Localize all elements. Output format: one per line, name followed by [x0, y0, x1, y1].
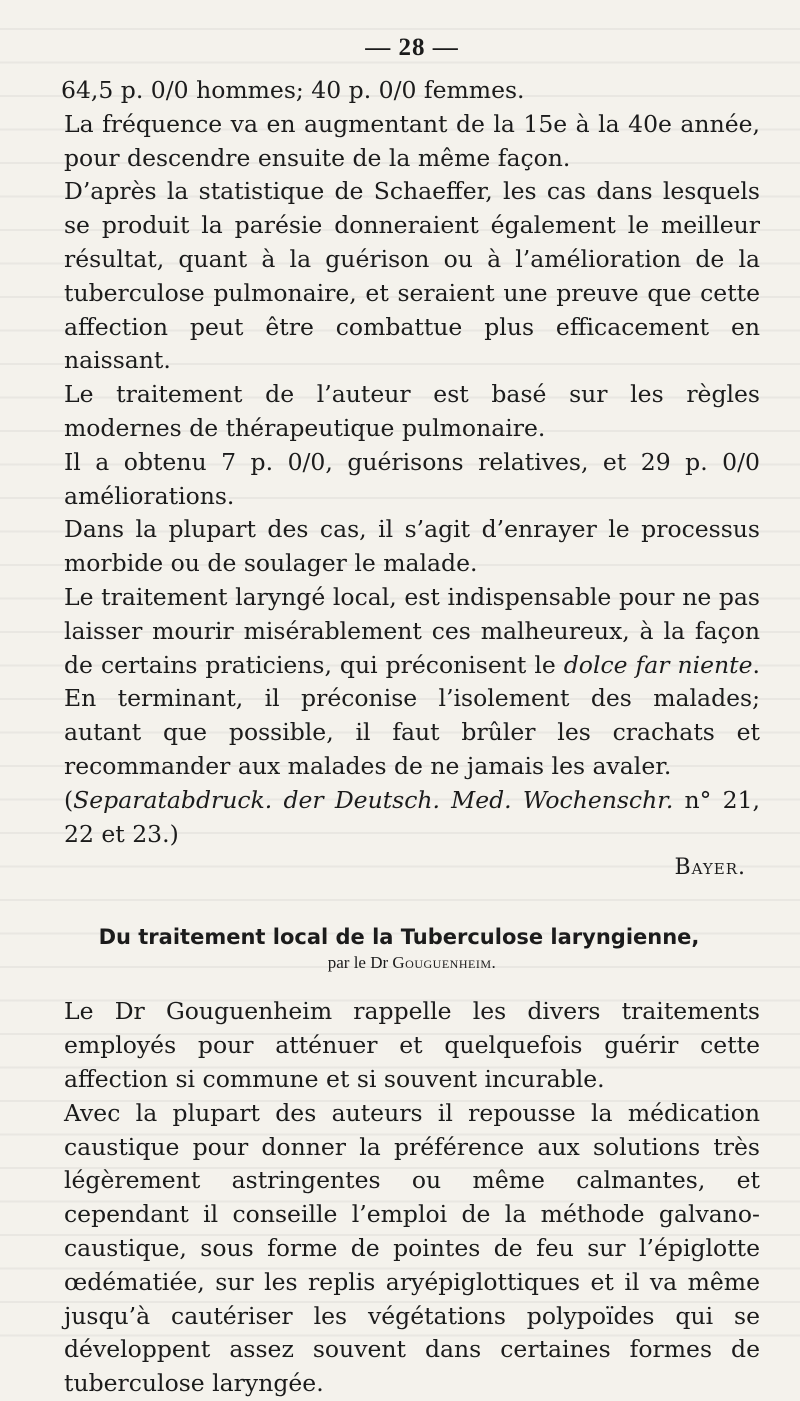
page-number: — 28 —: [365, 34, 459, 61]
paragraph-7: [64, 581, 760, 784]
byline-prefix: par le Dr: [327, 953, 393, 973]
reference-open: (: [64, 785, 74, 814]
paragraph-4: Le traitement de l’auteur est basé sur les règles modernes de thérapeutique pulmonaire.: [64, 380, 760, 442]
paragraph-7-text-end: . En terminant, il préconise l’isolement des malades; autant que possible, il faut brûler les crachats et recommander aux malades de ne jamais les avaler.: [64, 650, 761, 780]
paragraph-3: D’après la statistique de Schaeffer, les cas dans lesquels se produit la parésie donneraient également le meilleur résultat, quant à la guérison ou à l’amélioration de la tuberculose pulmonaire, et seraient une preuve que cette affection peut être combattue plus efficacement en naissant.: [64, 177, 760, 375]
author-signature: Bayer.: [674, 855, 746, 881]
paragraph-2: La fréquence va en augmentant de la 15e à la 40e année, pour descendre ensuite de la même façon.: [64, 109, 760, 172]
section-byline: [64, 951, 760, 975]
reference-journal: Separatabdruck. der Deutsch. Med. Wochenschr.: [73, 785, 674, 814]
reference-citation: [64, 784, 760, 852]
section-paragraph-1: Le Dr Gouguenheim rappelle les divers traitements employés pour atténuer et quelquefois guérir cette affection si commune et si souvent incurable.: [64, 997, 760, 1093]
italic-phrase: dolce far niente: [563, 650, 753, 679]
reference-issue: n° 21, 22 et 23.): [64, 785, 760, 848]
byline-author: Gouguenheim.: [392, 953, 497, 973]
paragraph-7-text: Le traitement laryngé local, est indispensable pour ne pas laisser mourir misérablement ces malheureux, à la façon de certains praticiens, qui préconisent le: [64, 582, 760, 679]
paragraph-6: Dans la plupart des cas, il s’agit d’enrayer le processus morbide ou de soulager le malade.: [64, 515, 760, 578]
paragraph-5: Il a obtenu 7 p. 0/0, guérisons relatives, et 29 p. 0/0 améliorations.: [64, 447, 760, 510]
paragraph-1: 64,5 p. 0/0 hommes; 40 p. 0/0 femmes.: [61, 76, 525, 104]
section-paragraph-2: Avec la plupart des auteurs il repousse la médication caustique pour donner la préférence aux solutions très légèrement astringentes ou même calmantes, et cependant il conseille l’emploi de la méthode galvano-caustique, sous forme de pointes de feu sur l’épiglotte œdématiée, sur les replis aryépiglottiques et il va même jusqu’à cautériser les végétations polypoïdes qui se développent assez souvent dans certaines formes de tuberculose laryngée.: [64, 1098, 760, 1398]
section-title: Du traitement local de la Tuberculose laryngienne,: [98, 925, 700, 950]
